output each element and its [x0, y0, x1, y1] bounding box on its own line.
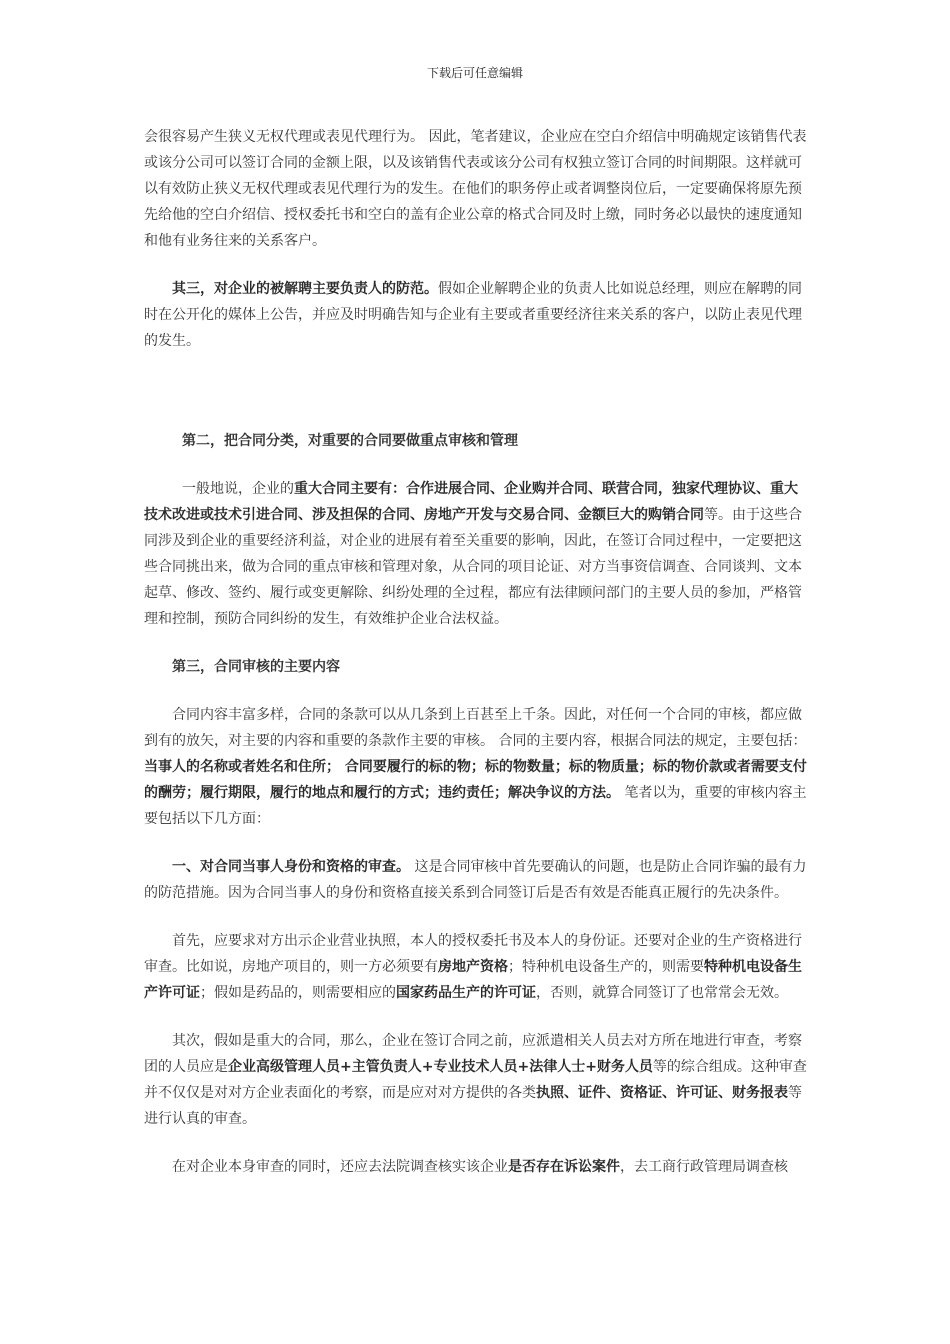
paragraph-second-onsite-review — [144, 1028, 808, 1132]
paragraph-dismissed-manager — [144, 276, 808, 354]
bold-run: 企业高级管理人员+主管负责人+专业技术人员+法律人士+财务人员 — [228, 1059, 653, 1075]
text-run: 合同内容丰富多样，合同的条款可以从几条到上百甚至上千条。因此，对任何一个合同的审核，都应做到有的放矢，对主要的内容和重要的条款作主要的审核。 合同的主要内容，根据合同法的规定，主要包括： — [144, 707, 807, 749]
section-heading-third — [144, 654, 808, 680]
bold-run: 当事人的名称或者姓名和住所； 合同要履行的标的物；标的物数量；标的物质量；标的物价款或者需要支付的酬劳；履行期限，履行的地点和履行的方式；违约责任；解决争议的方法。 — [144, 759, 807, 801]
text-run: 一般地说，企业的 — [182, 481, 294, 497]
paragraph-party-identity — [144, 854, 808, 906]
bold-run: 一、对合同当事人身份和资格的审查。 — [172, 859, 410, 875]
bold-run: 重大合同主要有：合作进展合同、企业购并合同、联营合同，独家代理协议、重大技术改进或技术引进合同、涉及担保的合同、房地产开发与交易合同、金额巨大的购销合同 — [144, 481, 798, 523]
paragraph-major-contracts — [144, 476, 808, 632]
text-run: ，否则，就算合同签订了也常常会无效。 — [536, 985, 788, 1001]
bold-run: 房地产资格 — [438, 959, 508, 975]
bold-run: 执照、证件、资格证、许可证、财务报表 — [536, 1085, 788, 1101]
paragraph-contract-content — [144, 702, 808, 832]
text-run: 在对企业本身审查的同时，还应去法院调查核实该企业 — [172, 1159, 508, 1175]
text-run: 这是合同审核中首先要确认的问题，也是防止合同诈骗的最有力的防范措施。因为合同当事人的身份和资格直接关系到合同签订后是否有效是否能真正履行的先决条件。 — [144, 859, 807, 901]
bold-run: 特种机电设备生产许可证 — [144, 959, 802, 1001]
text-run: 等。由于这些合同涉及到企业的重要经济利益，对企业的进展有着至关重要的影响，因此，在签订合同过程中，一定要把这些合同挑出来，做为合同的重点审核和管理对象，从合同的项目论证、对方当事资信调查、合同谈判、文本起草、修改、签约、履行或变更解除、纠纷处理的全过程，都应有法律顾问部门的主要人员的参加，严格管理和控制，预防合同纠纷的发生，有效维护企业合法权益。 — [144, 507, 802, 627]
bold-run: 国家药品生产的许可证 — [396, 985, 536, 1001]
bold-run: 是否存在诉讼案件 — [508, 1159, 620, 1175]
text-run: 会很容易产生狭义无权代理或表见代理行为。 因此，笔者建议，企业应在空白介绍信中明确规定该销售代表或该分公司可以签订合同的金额上限，以及该销售代表或该分公司有权独立签订合同的时间期限。这样就可以有效防止狭义无权代理或表见代理行为的发生。在他们的职务停止或者调整岗位后，一定要确保将原先预先给他的空白介绍信、授权委托书和空白的盖有企业公章的格式合同及时上缴，同时务必以最快的速度通知和他有业务往来的关系客户。 — [144, 129, 807, 249]
text-run: 等的综合组成。这种审查并不仅仅是对对方企业表面化的考察，而是应对对方提供的各类 — [144, 1059, 807, 1101]
paragraph-proxy-prevention — [144, 124, 808, 254]
paragraph-litigation-check — [144, 1154, 808, 1180]
bold-run: 其三，对企业的被解聘主要负责人的防范。 — [172, 281, 438, 297]
heading-text: 第二，把合同分类，对重要的合同要做重点审核和管理 — [182, 433, 518, 449]
section-heading-second — [144, 428, 808, 454]
page-header: 下载后可任意编辑 — [426, 66, 523, 80]
text-run: 笔者以为，重要的审核内容主要包括以下几方面： — [144, 785, 807, 827]
paragraph-first-license-check — [144, 928, 808, 1006]
text-run: 假如企业解聘企业的负责人比如说总经理，则应在解聘的同时在公开化的媒体上公告，并应及时明确告知与企业有主要或者重要经济往来关系的客户，以防止表见代理的发生。 — [144, 281, 802, 349]
text-run: ，去工商行政管理局调查核 — [620, 1159, 788, 1175]
heading-text: 第三，合同审核的主要内容 — [172, 659, 340, 675]
text-run: 等进行认真的审查。 — [144, 1085, 802, 1127]
text-run: 首先，应要求对方出示企业营业执照，本人的授权委托书及本人的身份证。还要对企业的生产资格进行审查。比如说，房地产项目的，则一方必须要有 — [144, 933, 802, 975]
document-body — [144, 124, 808, 1180]
text-run: 其次，假如是重大的合同，那么，企业在签订合同之前，应派遣相关人员去对方所在地进行审查，考察团的人员应是 — [144, 1033, 802, 1075]
text-run: ；假如是药品的，则需要相应的 — [200, 985, 396, 1001]
text-run: ；特种机电设备生产的，则需要 — [508, 959, 704, 975]
